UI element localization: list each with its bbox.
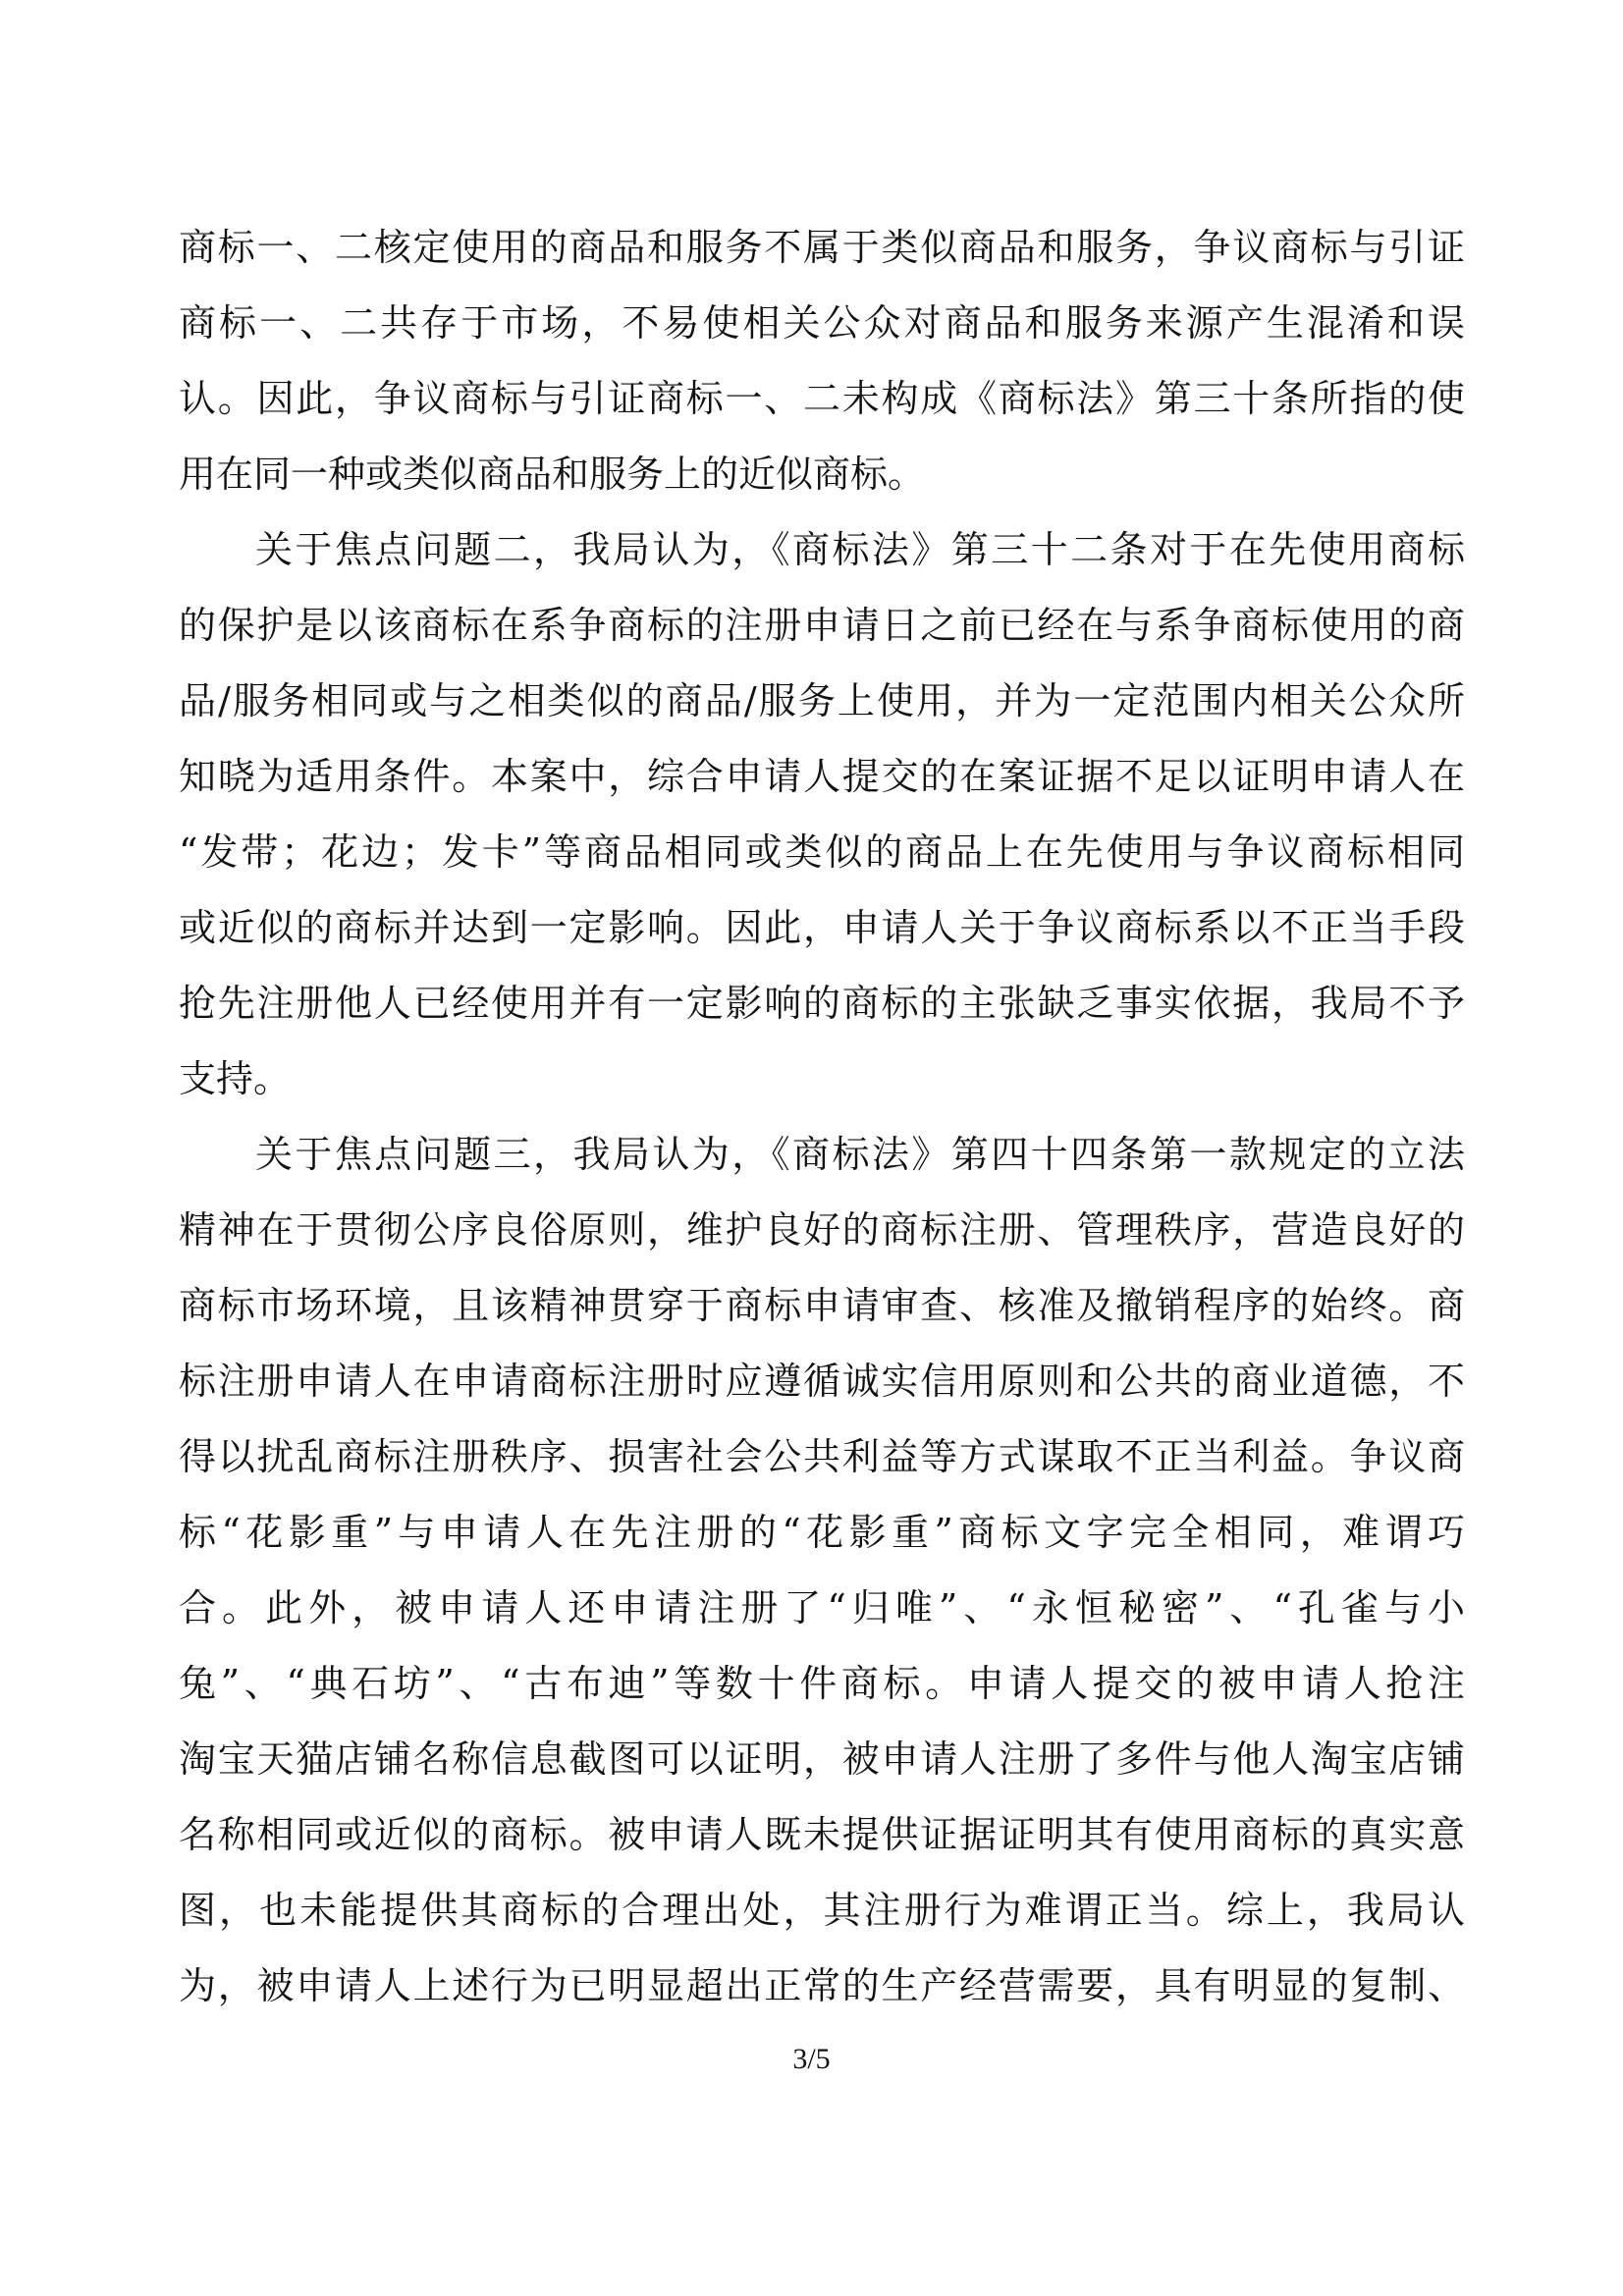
text-line: 品/服务相同或与之相类似的商品/服务上使用，并为一定范围内相关公众所	[179, 679, 1465, 722]
text-line: 关于焦点问题二，我局认为，《商标法》第三十二条对于在先使用商标	[255, 528, 1465, 571]
text-line: 抢先注册他人已经使用并有一定影响的商标的主张缺乏事实依据，我局不予	[179, 982, 1465, 1025]
text-line: 商标一、二核定使用的商品和服务不属于类似商品和服务，争议商标与引证	[179, 226, 1465, 269]
paragraph-2	[179, 512, 1465, 1117]
text-line: 支持。	[179, 1057, 292, 1100]
text-line: 或近似的商标并达到一定影响。因此，申请人关于争议商标系以不正当手段	[179, 906, 1465, 949]
text-line: 的保护是以该商标在系争商标的注册申请日之前已经在与系争商标使用的商	[179, 604, 1465, 647]
text-line: 标“花影重”与申请人在先注册的“花影重”商标文字完全相同，难谓巧	[179, 1511, 1465, 1554]
text-line: 商标一、二共存于市场，不易使相关公众对商品和服务来源产生混淆和误	[179, 301, 1465, 345]
text-line: 图，也未能提供其商标的合理出处，其注册行为难谓正当。综上，我局认	[179, 1889, 1465, 1932]
text-line: 用在同一种或类似商品和服务上的近似商标。	[179, 453, 926, 496]
text-line: 名称相同或近似的商标。被申请人既未提供证据证明其有使用商标的真实意	[179, 1813, 1465, 1856]
text-line: 得以扰乱商标注册秩序、损害社会公共利益等方式谋取不正当利益。争议商	[179, 1435, 1465, 1478]
text-line: 关于焦点问题三，我局认为，《商标法》第四十四条第一款规定的立法	[255, 1133, 1465, 1176]
paragraph-3	[179, 1117, 1465, 2024]
page-number: 3/5	[792, 2043, 831, 2075]
text-line: 合。此外，被申请人还申请注册了“归唯”、“永恒秘密”、“孔雀与小	[179, 1586, 1465, 1629]
text-line: “发带；花边；发卡”等商品相同或类似的商品上在先使用与争议商标相同	[179, 830, 1465, 874]
text-line: 为，被申请人上述行为已明显超出正常的生产经营需要，具有明显的复制、	[179, 1964, 1465, 2007]
paragraph-1	[179, 210, 1465, 512]
text-line: 淘宝天猫店铺名称信息截图可以证明，被申请人注册了多件与他人淘宝店铺	[179, 1737, 1465, 1781]
text-line: 认。因此，争议商标与引证商标一、二未构成《商标法》第三十条所指的使	[179, 377, 1465, 420]
text-line: 商标市场环境，且该精神贯穿于商标申请审查、核准及撤销程序的始终。商	[179, 1284, 1465, 1327]
text-line: 精神在于贯彻公序良俗原则，维护良好的商标注册、管理秩序，营造良好的	[179, 1208, 1465, 1252]
text-line: 兔”、“典石坊”、“古布迪”等数十件商标。申请人提交的被申请人抢注	[179, 1662, 1465, 1705]
text-line: 知晓为适用条件。本案中，综合申请人提交的在案证据不足以证明申请人在	[179, 755, 1465, 798]
document-body	[179, 210, 1465, 2024]
text-line: 标注册申请人在申请商标注册时应遵循诚实信用原则和公共的商业道德，不	[179, 1360, 1465, 1403]
